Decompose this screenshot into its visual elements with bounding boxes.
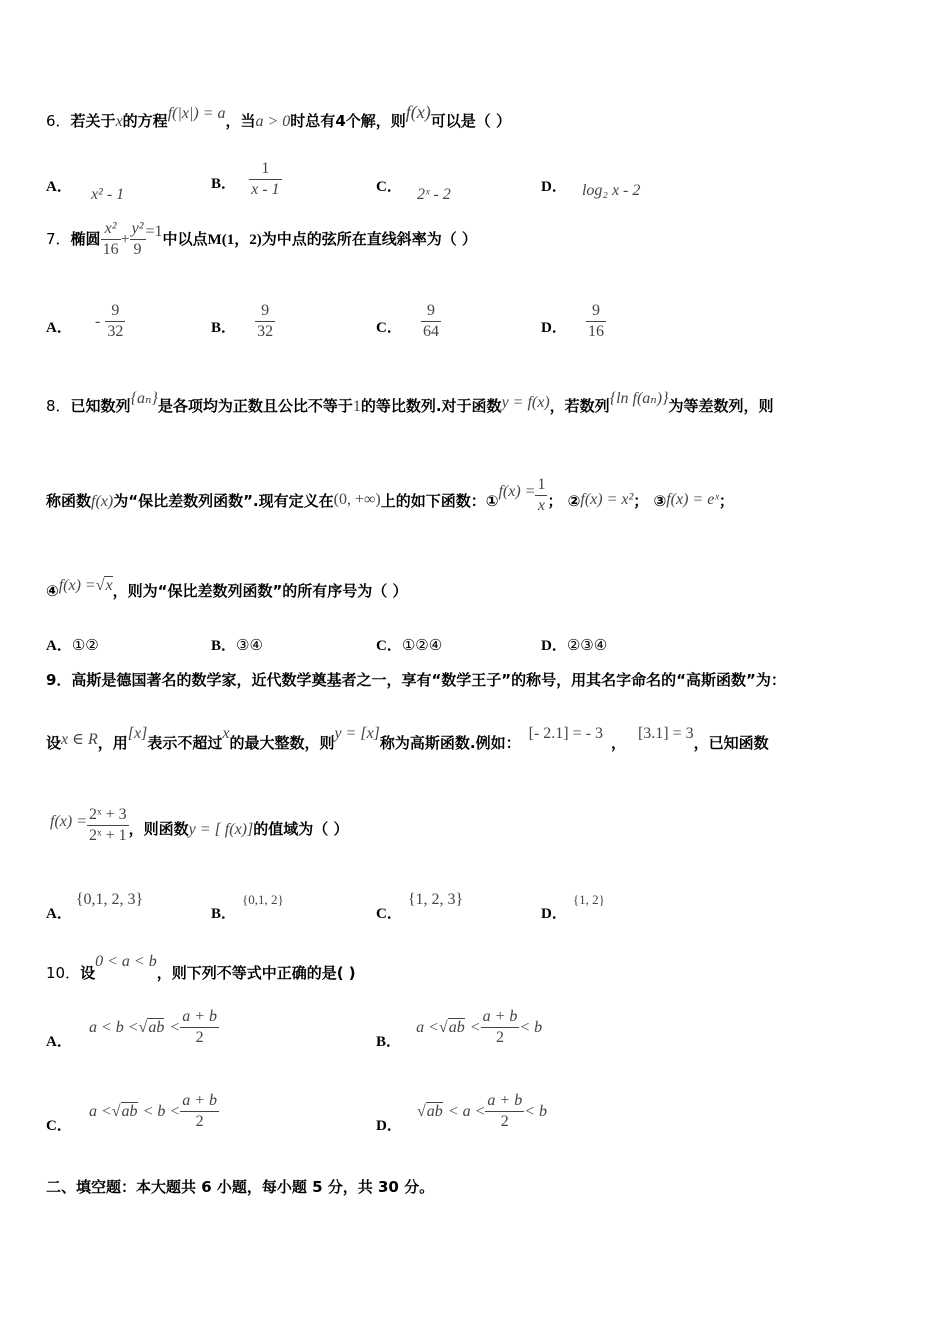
question-9-line-3: f(x) = $\frac{\text{2ˣ + 3}}{\text{2ˣ + 1}}$ ，则函数y = [ f(x)]的值域为（ ）: [50, 806, 349, 844]
q8-option-c[interactable]: C．①②④: [376, 636, 443, 654]
question-8-line-2: 称函数f(x)为“保比差数列函数”.现有定义在(0, +∞)上的如下函数：①f(x) = $\frac{1}{x}$ ； ②f(x) = x²； ③f(x) = eˣ；: [46, 476, 734, 514]
q7-option-c[interactable]: C． $\frac{9}{64}$: [376, 302, 439, 340]
q6-option-d[interactable]: D． log₂ x - 2: [541, 179, 641, 199]
q9-fraction: $\frac{\text{2ˣ + 3}}{\text{2ˣ + 1}}$: [89, 806, 127, 844]
question-6: 6．若关于x的方程f(|x|) = a，当a > 0时总有4个解，则f(x)可以是（ ）: [46, 102, 511, 130]
q6-option-a[interactable]: A． x² - 1: [46, 179, 125, 203]
question-9-line-1: 9．高斯是德国著名的数学家，近代数学奠基者之一，享有“数学王子”的称号，用其名字命名的“高斯函数”为：: [46, 671, 786, 689]
q6-option-b[interactable]: B． $\frac{1}{x - 1}$: [211, 160, 280, 198]
q8-option-b[interactable]: B．③④: [211, 636, 263, 654]
q9-option-b[interactable]: B．{0,1, 2}: [211, 892, 284, 922]
q7-option-b[interactable]: B． $\frac{9}{32}$: [211, 302, 274, 340]
question-8-line-1: 8．已知数列{aₙ}是各项均为正数且公比不等于1的等比数列.对于函数y = f(x)，若数列{ln f(aₙ)}为等差数列，则: [46, 390, 774, 415]
q6-option-b-fraction: $\frac{1}{x - 1}$: [251, 160, 280, 198]
q9-option-a[interactable]: A．{0,1, 2, 3}: [46, 891, 144, 922]
section-heading: 二、填空题：本大题共 6 小题，每小题 5 分，共 30 分。: [46, 1178, 435, 1196]
q10-option-a[interactable]: A． a < b <√ab < $\frac{a + b}{2}$: [46, 1008, 217, 1050]
q10-option-c[interactable]: C． a <√ab < b < $\frac{a + b}{2}$: [46, 1092, 217, 1134]
q9-option-c[interactable]: C．{1, 2, 3}: [376, 891, 464, 922]
q6-number: 6．: [46, 112, 71, 130]
q8-option-d[interactable]: D．②③④: [541, 636, 608, 654]
question-8-line-3: ④f(x) =√x，则为“保比差数列函数”的所有序号为（ ）: [46, 577, 408, 600]
q7-fraction-x: $\frac{\text{x²}}{16}$: [102, 220, 119, 258]
question-10: 10．设0 < a < b，则下列不等式中正确的是( ): [46, 953, 356, 982]
q7-option-d[interactable]: D． $\frac{9}{16}$: [541, 302, 604, 340]
question-7: 7．椭圆 $\frac{\text{x²}}{16}$ + $\frac{\text{y²}}{9}$ =1中以点M(1，2)为中点的弦所在直线斜率为（ ）: [46, 220, 477, 258]
q9-option-d[interactable]: D．{1, 2}: [541, 892, 605, 922]
q6-option-c[interactable]: C． 2ˣ - 2: [376, 179, 451, 203]
q7-fraction-y: $\frac{\text{y²}}{9}$: [131, 220, 144, 258]
q7-option-a[interactable]: A． - $\frac{9}{32}$: [46, 302, 124, 340]
q10-option-b[interactable]: B． a <√ab < $\frac{a + b}{2}$ < b: [376, 1008, 543, 1050]
q6-equation: f(|x|) = a: [167, 105, 226, 122]
q8-option-a[interactable]: A．①②: [46, 636, 99, 654]
question-9-line-2: 设x ∈ R，用[x]表示不超过x的最大整数，则y = [x]称为高斯函数.例如：[- 2.1] = - 3，[3.1] = 3，已知函数: [46, 725, 769, 752]
q10-option-d[interactable]: D． √ab < a < $\frac{a + b}{2}$ < b: [376, 1092, 547, 1134]
